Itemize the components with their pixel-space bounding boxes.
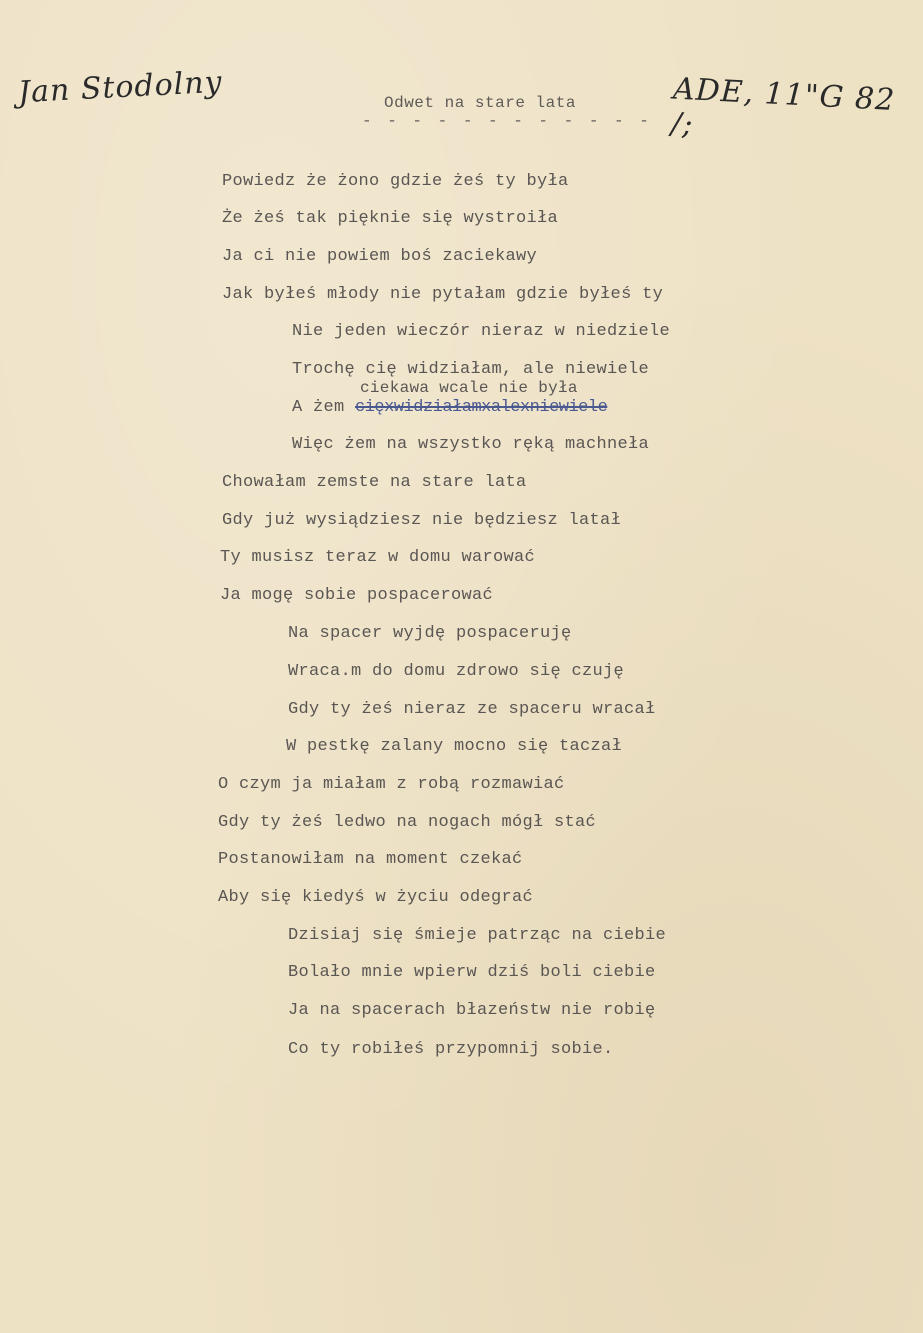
poem-line <box>292 398 607 417</box>
poem-line: Gdy już wysiądziesz nie będziesz latał <box>222 511 622 530</box>
poem-line: Ja na spacerach błazeństw nie robię <box>288 1001 656 1020</box>
poem-line: Postanowiłam na moment czekać <box>218 850 523 869</box>
poem-line: Jak byłeś młody nie pytałam gdzie byłeś ty <box>222 285 664 304</box>
title-underline: - - - - - - - - - - - - <box>362 112 652 130</box>
poem-line: Ja ci nie powiem boś zaciekawy <box>222 247 538 266</box>
poem-line: Bolało mnie wpierw dziś boli ciebie <box>288 963 656 982</box>
poem-line: W pestkę zalany mocno się taczał <box>286 737 623 756</box>
handwritten-catalog-number: ADE, 11"G 82 /; <box>670 71 897 143</box>
poem-line: Co ty robiłeś przypomnij sobie. <box>288 1040 614 1059</box>
poem-line: Na spacer wyjdę pospaceruję <box>288 624 572 643</box>
poem-line: Aby się kiedyś w życiu odegrać <box>218 888 534 907</box>
poem-line: Gdy ty żeś ledwo na nogach mógł stać <box>218 813 597 832</box>
poem-line: O czym ja miałam z robą rozmawiać <box>218 775 565 794</box>
poem-line: Ty musisz teraz w domu warować <box>220 548 536 567</box>
poem-line: Ja mogę sobie pospacerować <box>220 586 494 605</box>
poem-title: Odwet na stare lata <box>384 94 576 112</box>
poem-line: Powiedz że żono gdzie żeś ty była <box>222 172 569 191</box>
poem-line: Wraca.m do domu zdrowo się czuję <box>288 662 625 681</box>
poem-line: Nie jeden wieczór nieraz w niedziele <box>292 322 671 341</box>
poem-line: Gdy ty żeś nieraz ze spaceru wracał <box>288 700 656 719</box>
poem-line: Trochę cię widziałam, ale niewiele <box>292 360 650 379</box>
poem-line: Że żeś tak pięknie się wystroiła <box>222 209 559 228</box>
poem-line: Więc żem na wszystko ręką machneła <box>292 435 650 454</box>
struck-out-text: cięxwidziałamxalexniewiele <box>355 398 608 417</box>
inserted-correction: ciekawa wcale nie była <box>360 379 578 397</box>
poem-line-start: A żem <box>292 398 345 417</box>
poem-line: Dzisiaj się śmieje patrząc na ciebie <box>288 926 667 945</box>
poem-line: Chowałam zemste na stare lata <box>222 473 527 492</box>
handwritten-author-name: Jan Stodolny <box>17 64 224 111</box>
